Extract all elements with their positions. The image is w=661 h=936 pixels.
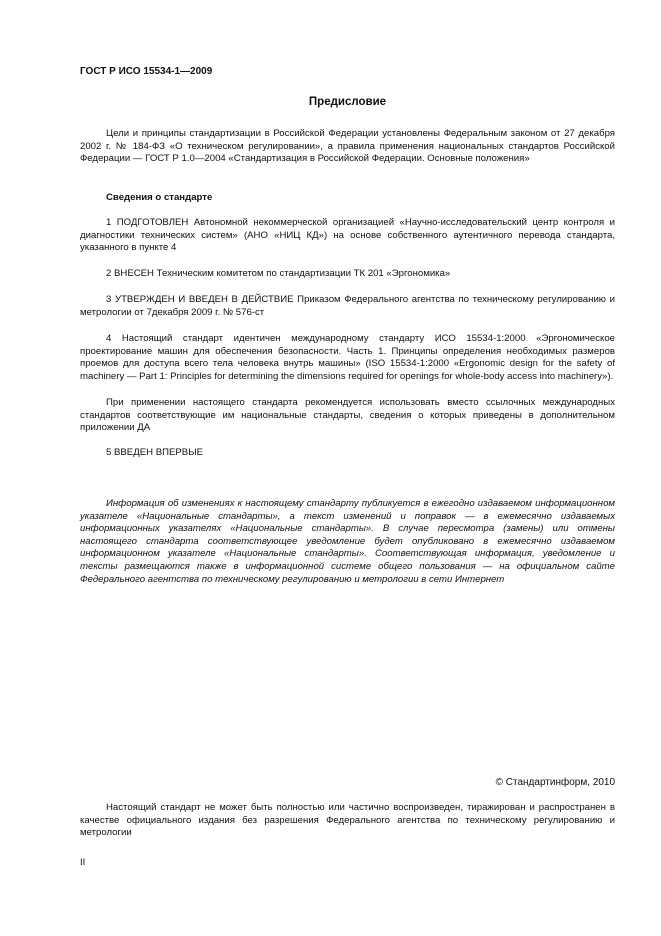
page-title: Предисловие (308, 96, 387, 108)
reproduction-notice: Настоящий стандарт не может быть полностью или частично воспроизведен, тиражирован и распространен в качестве официального издания без разрешения Федерального агентства по техническому регулированию и метрологии (80, 802, 615, 839)
info-notice: Информация об изменениях к настоящему стандарту публикуется в ежегодно издаваемом информационном указателе «Национальные стандарты», а текст изменений и поправок — в ежемесячно издаваемых информационных указателях «Национальные стандарты». В случае пересмотра (замены) или отмены настоящего стандарта соответствующее уведомление будет опубликовано в ежемесячно издаваемом информационном указателе «Национальные стандарты». Соответствующая информация, уведомление и тексты размещаются также в информационной системе общего пользования — на официальном сайте Федерального агентства по техническому регулированию и метрологии в сети Интернет (80, 498, 615, 585)
intro-paragraph: Цели и принципы стандартизации в Российской Федерации установлены Федеральным законом от 27 декабря 2002 г. № 184-ФЗ «О техническом регулировании», а правила применения национальных стандартов Российской Федерации — ГОСТ Р 1.0—2004 «Стандартизация в Российской Федерации. Основные положения» (80, 128, 615, 165)
document-id: ГОСТ Р ИСО 15534-1—2009 (80, 66, 213, 77)
item-5-first-introduced: 5 ВВЕДЕН ВПЕРВЫЕ (106, 447, 204, 458)
item-1-prepared: 1 ПОДГОТОВЛЕН Автономной некоммерческой организацией «Научно-исследовательский центр контроля и диагностики технических систем» (АНО «НИЦ КД») на основе собственного аутентичного перевода стандарта, указанного в пункте 4 (80, 217, 615, 254)
item-4-identical: 4 Настоящий стандарт идентичен международному стандарту ИСО 15534-1:2000 «Эргономическое проектирование машин для обеспечения безопасности. Часть 1. Принципы определения необходимых размеров проемов для доступа всего тела человека внутрь машины» (ISO 15534-1:2000 «Ergonomic design for the safety of machinery — Part 1: Principles for determining the dimensions required for openings for whole-body access into machinery»). (80, 333, 615, 382)
item-4-application-note: При применении настоящего стандарта рекомендуется использовать вместо ссылочных международных стандартов соответствующие им национальные стандарты, сведения о которых приведены в дополнительном приложении ДА (80, 397, 615, 434)
copyright: © Стандартинформ, 2010 (495, 777, 615, 788)
section-heading: Сведения о стандарте (106, 192, 213, 203)
item-2-introduced: 2 ВНЕСЕН Техническим комитетом по стандартизации ТК 201 «Эргономика» (106, 268, 451, 279)
page-number: II (80, 857, 86, 868)
item-3-approved: 3 УТВЕРЖДЕН И ВВЕДЕН В ДЕЙСТВИЕ Приказом Федерального агентства по техническому регулированию и метрологии от 7декабря 2009 г. № 576-ст (80, 294, 615, 318)
